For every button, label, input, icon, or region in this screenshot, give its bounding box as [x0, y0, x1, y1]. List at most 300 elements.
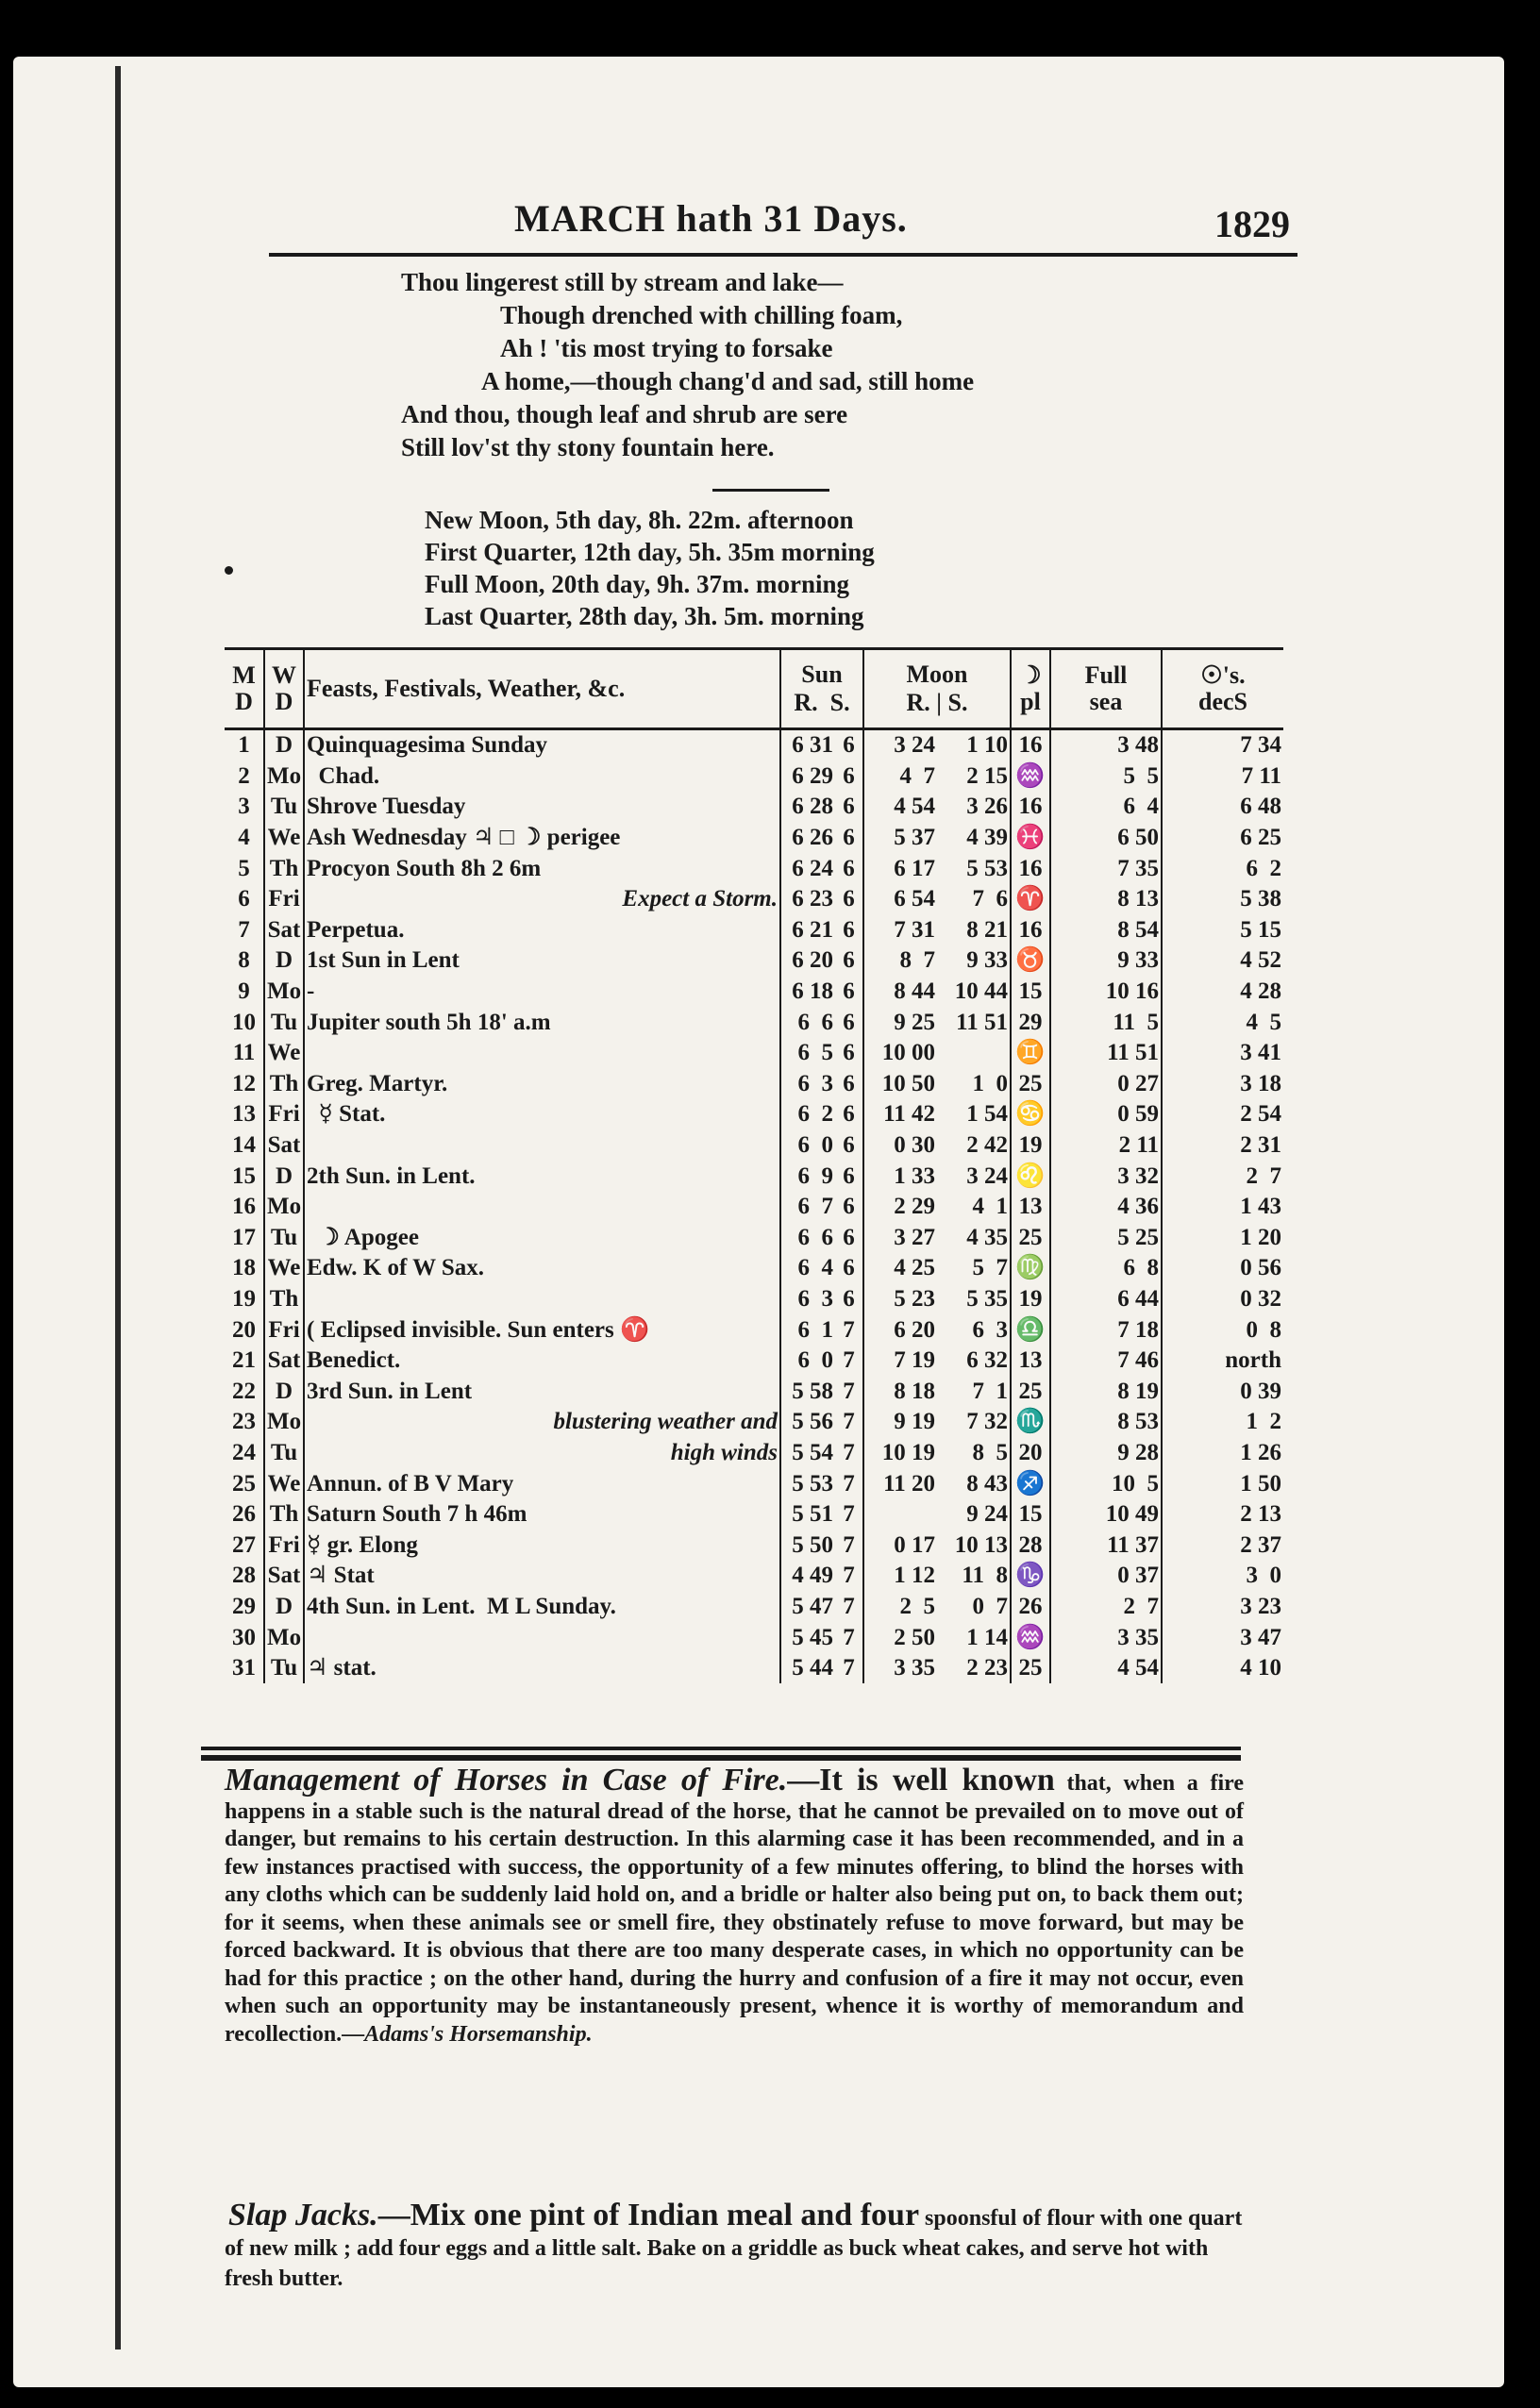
- cell-dec: 1 50: [1162, 1468, 1283, 1499]
- cell-mr: 10 19: [863, 1438, 937, 1469]
- page-year: 1829: [1214, 203, 1290, 245]
- cell-mr: 3 24: [863, 729, 937, 761]
- cell-event: [304, 1253, 780, 1284]
- cell-dpl: 15: [1011, 1499, 1050, 1530]
- cell-md: 29: [232, 1593, 256, 1619]
- cell-wd: D: [264, 729, 304, 761]
- cell-wd: Sat: [264, 1130, 304, 1162]
- cell-ms: 1 14: [966, 1624, 1008, 1650]
- cell-dpl: 20: [1011, 1438, 1050, 1469]
- cell-sr: 5 58: [780, 1376, 835, 1407]
- double-rule-top: [201, 1747, 1241, 1750]
- cell-dec: 2 54: [1162, 1099, 1283, 1130]
- cell-mr: 5 23: [863, 1284, 937, 1315]
- cell-dec: 3 18: [1162, 1069, 1283, 1100]
- cell-md: 2: [238, 762, 250, 789]
- cell-sr: 4 49: [780, 1561, 835, 1592]
- header-wd: [264, 649, 304, 729]
- cell-wd: Fri: [264, 884, 304, 915]
- cell-dec: 0 39: [1162, 1376, 1283, 1407]
- cell-dpl: ♐: [1011, 1468, 1050, 1499]
- header-sun-r: R.: [794, 689, 818, 716]
- cell-ms: 2 15: [966, 762, 1008, 789]
- event-text: Edw. K of W Sax.: [307, 1255, 485, 1281]
- cell-sr: 5 44: [780, 1653, 835, 1684]
- article-horses: [225, 1763, 1244, 2048]
- recipe-slap-jacks: [225, 2200, 1244, 2294]
- cell-mr: 10 00: [863, 1038, 937, 1069]
- recipe-title: Slap Jacks.: [228, 2198, 378, 2232]
- cell-mr: 4 25: [863, 1253, 937, 1284]
- cell-wd: Mo: [264, 1407, 304, 1438]
- table-row: [225, 1284, 1283, 1315]
- cell-mr: 2 5: [863, 1592, 937, 1623]
- cell-ms: 7 1: [972, 1378, 1008, 1404]
- event-text: Quinquagesima Sunday: [307, 732, 547, 759]
- cell-event: [304, 1007, 780, 1038]
- table-row: [225, 729, 1283, 761]
- cell-ss: 7: [843, 1501, 855, 1528]
- cell-md: 10: [232, 1009, 256, 1035]
- cell-wd: Sat: [264, 915, 304, 946]
- cell-md: 28: [232, 1563, 256, 1589]
- cell-dec: 0 8: [1162, 1314, 1283, 1346]
- table-row: [225, 1130, 1283, 1162]
- poem-line: And thou, though leaf and shrub are sere: [401, 400, 848, 428]
- cell-event: [304, 1561, 780, 1592]
- event-text: ♃ stat.: [307, 1655, 377, 1681]
- cell-fs: 5 25: [1050, 1223, 1162, 1254]
- cell-dpl: 16: [1011, 853, 1050, 884]
- divider: [712, 489, 829, 492]
- cell-sr: 6 3: [780, 1284, 835, 1315]
- cell-event: [304, 1223, 780, 1254]
- table-row: [225, 1592, 1283, 1623]
- header-moon-r: R.: [906, 689, 930, 716]
- cell-mr: 1 33: [863, 1161, 937, 1192]
- cell-dec: 6 48: [1162, 792, 1283, 823]
- cell-ss: 6: [843, 732, 855, 759]
- cell-sr: 6 1: [780, 1314, 835, 1346]
- cell-mr: 7 31: [863, 915, 937, 946]
- cell-ss: 6: [843, 1162, 855, 1189]
- cell-wd: We: [264, 823, 304, 854]
- cell-mr: 3 27: [863, 1223, 937, 1254]
- cell-ms: [937, 1038, 1011, 1069]
- cell-sr: 6 28: [780, 792, 835, 823]
- cell-sr: 6 0: [780, 1130, 835, 1162]
- cell-dec: 1 26: [1162, 1438, 1283, 1469]
- cell-dpl: ♒: [1011, 761, 1050, 793]
- weather-note: blustering weather and: [553, 1409, 778, 1435]
- table-row: [225, 1468, 1283, 1499]
- cell-ss: 7: [843, 1439, 855, 1465]
- cell-dpl: 25: [1011, 1069, 1050, 1100]
- cell-ss: 6: [843, 794, 855, 820]
- cell-dec: 7 11: [1162, 761, 1283, 793]
- cell-event: [304, 1038, 780, 1069]
- cell-sr: 6 24: [780, 853, 835, 884]
- cell-ms: 1 54: [966, 1101, 1008, 1128]
- header-sun-s: S.: [829, 689, 850, 716]
- cell-ms: 7 6: [972, 886, 1008, 912]
- event-text: Chad.: [307, 762, 380, 789]
- header-dec-text: ☉'s. decS: [1198, 661, 1247, 715]
- cell-ss: 6: [843, 825, 855, 851]
- cell-mr: [863, 1499, 937, 1530]
- table-row: [225, 792, 1283, 823]
- table-row: [225, 977, 1283, 1008]
- table-row: [225, 853, 1283, 884]
- cell-md: 14: [232, 1132, 256, 1159]
- event-text: Shrove Tuesday: [307, 794, 466, 820]
- cell-dpl: 16: [1011, 729, 1050, 761]
- almanac-table-body: [225, 729, 1283, 1684]
- cell-mr: 8 18: [863, 1376, 937, 1407]
- cell-mr: 6 20: [863, 1314, 937, 1346]
- cell-event: [304, 1161, 780, 1192]
- weather-note: Expect a Storm.: [622, 886, 778, 912]
- cell-dpl: ♍: [1011, 1253, 1050, 1284]
- table-row: [225, 1653, 1283, 1684]
- cell-md: 8: [238, 947, 250, 974]
- cell-dpl: 16: [1011, 915, 1050, 946]
- cell-mr: 0 30: [863, 1130, 937, 1162]
- cell-ss: 6: [843, 1040, 855, 1066]
- cell-wd: Mo: [264, 761, 304, 793]
- cell-sr: 6 6: [780, 1223, 835, 1254]
- table-row: [225, 1192, 1283, 1223]
- cell-event: [304, 823, 780, 854]
- article-source: Adams's Horsemanship.: [364, 2021, 593, 2047]
- cell-fs: 6 4: [1050, 792, 1162, 823]
- cell-dpl: 13: [1011, 1192, 1050, 1223]
- page-header: [269, 189, 1297, 257]
- cell-ss: 6: [843, 1101, 855, 1128]
- cell-dpl: 28: [1011, 1530, 1050, 1561]
- recipe-body: spoonsful of flour with one quart of new milk ; add four eggs and a little salt. Bake on a griddle as buck wheat cakes, and serve hot with fresh butter.: [225, 2206, 1243, 2291]
- event-text: Saturn South 7 h 46m: [307, 1501, 527, 1528]
- event-text: Benedict.: [307, 1347, 401, 1374]
- cell-sr: 5 50: [780, 1530, 835, 1561]
- cell-md: 12: [232, 1070, 256, 1096]
- cell-mr: 8 44: [863, 977, 937, 1008]
- cell-mr: 4 54: [863, 792, 937, 823]
- cell-md: 3: [238, 794, 250, 820]
- cell-mr: 2 29: [863, 1192, 937, 1223]
- cell-md: 17: [232, 1224, 256, 1250]
- cell-ss: 6: [843, 916, 855, 943]
- cell-mr: 7 19: [863, 1346, 937, 1377]
- cell-sr: 6 20: [780, 945, 835, 977]
- cell-dec: 3 47: [1162, 1622, 1283, 1653]
- cell-wd: Tu: [264, 1438, 304, 1469]
- double-rule-bottom: [201, 1755, 1241, 1761]
- cell-event: [304, 1130, 780, 1162]
- cell-dpl: ♑: [1011, 1561, 1050, 1592]
- cell-sr: 6 2: [780, 1099, 835, 1130]
- cell-sr: 6 7: [780, 1192, 835, 1223]
- cell-ms: 6 32: [966, 1347, 1008, 1374]
- moon-phase: Full Moon, 20th day, 9h. 37m. morning: [425, 570, 850, 598]
- cell-dec: 2 31: [1162, 1130, 1283, 1162]
- header-moon-label: Moon: [906, 661, 968, 688]
- cell-wd: D: [264, 1592, 304, 1623]
- table-row: [225, 761, 1283, 793]
- cell-wd: Mo: [264, 1192, 304, 1223]
- poem-line: Thou lingerest still by stream and lake—: [401, 268, 844, 296]
- cell-dpl: ♉: [1011, 945, 1050, 977]
- cell-ss: 7: [843, 1593, 855, 1619]
- cell-event: [304, 1530, 780, 1561]
- cell-wd: Sat: [264, 1561, 304, 1592]
- cell-sr: 6 5: [780, 1038, 835, 1069]
- cell-event: [304, 1468, 780, 1499]
- cell-md: 27: [232, 1531, 256, 1558]
- cell-event: [304, 1592, 780, 1623]
- cell-sr: 6 18: [780, 977, 835, 1008]
- cell-dec: 1 20: [1162, 1223, 1283, 1254]
- cell-wd: Th: [264, 853, 304, 884]
- cell-ms: 11 8: [962, 1563, 1008, 1589]
- cell-ss: 6: [843, 947, 855, 974]
- event-text: ( Eclipsed invisible. Sun enters ♈: [307, 1316, 650, 1343]
- cell-md: 18: [232, 1255, 256, 1281]
- event-text: Annun. of B V Mary: [307, 1470, 514, 1497]
- cell-ss: 7: [843, 1316, 855, 1343]
- header-moon-s: S.: [947, 689, 968, 716]
- cell-event: [304, 1192, 780, 1223]
- cell-wd: Sat: [264, 1346, 304, 1377]
- cell-ms: 2 42: [966, 1132, 1008, 1159]
- cell-dec: 1 43: [1162, 1192, 1283, 1223]
- cell-ss: 6: [843, 978, 855, 1005]
- cell-event: [304, 729, 780, 761]
- cell-dpl: ♊: [1011, 1038, 1050, 1069]
- cell-fs: 6 8: [1050, 1253, 1162, 1284]
- cell-mr: 0 17: [863, 1530, 937, 1561]
- cell-mr: 1 12: [863, 1561, 937, 1592]
- cell-wd: Th: [264, 1069, 304, 1100]
- cell-ss: 7: [843, 1378, 855, 1404]
- event-text: Jupiter south 5h 18' a.m: [307, 1009, 551, 1035]
- cell-dec: 4 28: [1162, 977, 1283, 1008]
- cell-fs: 9 33: [1050, 945, 1162, 977]
- cell-event: [304, 1314, 780, 1346]
- cell-sr: 5 53: [780, 1468, 835, 1499]
- cell-ms: 8 43: [966, 1470, 1008, 1497]
- cell-md: 21: [232, 1347, 256, 1374]
- cell-sr: 6 29: [780, 761, 835, 793]
- page-spine-line: [115, 66, 121, 2349]
- cell-ss: 6: [843, 886, 855, 912]
- cell-ms: 4 35: [966, 1224, 1008, 1250]
- event-text: ☽ Apogee: [307, 1224, 419, 1250]
- header-moon: [863, 649, 1011, 729]
- cell-fs: 2 11: [1050, 1130, 1162, 1162]
- cell-ms: 2 23: [966, 1655, 1008, 1681]
- header-wd-text: W D: [272, 661, 296, 715]
- cell-md: 26: [232, 1501, 256, 1528]
- poem-line: Though drenched with chilling foam,: [500, 301, 903, 329]
- cell-dpl: ♒: [1011, 1622, 1050, 1653]
- cell-dpl: ♈: [1011, 884, 1050, 915]
- cell-ms: 5 53: [966, 855, 1008, 881]
- cell-fs: 8 54: [1050, 915, 1162, 946]
- cell-dpl: ♋: [1011, 1099, 1050, 1130]
- cell-ss: 6: [843, 1285, 855, 1312]
- cell-sr: 5 45: [780, 1622, 835, 1653]
- event-text: 4th Sun. in Lent. M L Sunday.: [307, 1593, 616, 1619]
- cell-event: [304, 853, 780, 884]
- header-md: [225, 649, 264, 729]
- cell-wd: We: [264, 1253, 304, 1284]
- poem-line: A home,—though chang'd and sad, still home: [481, 367, 975, 395]
- cell-event: [304, 1622, 780, 1653]
- header-full-sea: [1050, 649, 1162, 729]
- cell-fs: 7 18: [1050, 1314, 1162, 1346]
- table-row: [225, 1438, 1283, 1469]
- table-row: [225, 1099, 1283, 1130]
- cell-wd: Fri: [264, 1314, 304, 1346]
- cell-ss: 7: [843, 1409, 855, 1435]
- cell-ms: 9 24: [966, 1501, 1008, 1528]
- article-lead: —It is well known: [787, 1763, 1055, 1798]
- cell-wd: D: [264, 945, 304, 977]
- cell-ms: 8 21: [966, 916, 1008, 943]
- cell-event: [304, 977, 780, 1008]
- cell-ms: 11 51: [956, 1009, 1008, 1035]
- cell-event: [304, 1376, 780, 1407]
- table-row: [225, 915, 1283, 946]
- cell-md: 11: [232, 1040, 256, 1066]
- cell-md: 15: [232, 1162, 256, 1189]
- cell-fs: 4 36: [1050, 1192, 1162, 1223]
- cell-dec: 2 7: [1162, 1161, 1283, 1192]
- cell-md: 20: [232, 1316, 256, 1343]
- event-text: 3rd Sun. in Lent: [307, 1378, 473, 1404]
- cell-mr: 3 35: [863, 1653, 937, 1684]
- poem: [401, 266, 1156, 464]
- cell-ms: 1 10: [966, 732, 1008, 759]
- cell-md: 9: [238, 978, 250, 1005]
- cell-event: [304, 884, 780, 915]
- event-text: Greg. Martyr.: [307, 1070, 448, 1096]
- cell-fs: 2 7: [1050, 1592, 1162, 1623]
- cell-dpl: ♌: [1011, 1161, 1050, 1192]
- cell-dpl: 26: [1011, 1592, 1050, 1623]
- cell-event: [304, 1499, 780, 1530]
- cell-fs: 4 54: [1050, 1653, 1162, 1684]
- cell-sr: 6 26: [780, 823, 835, 854]
- cell-md: 16: [232, 1194, 256, 1220]
- cell-fs: 6 50: [1050, 823, 1162, 854]
- cell-sr: 6 0: [780, 1346, 835, 1377]
- cell-ms: 10 44: [954, 978, 1008, 1005]
- cell-event: [304, 1099, 780, 1130]
- cell-fs: 10 49: [1050, 1499, 1162, 1530]
- cell-ms: 5 35: [966, 1285, 1008, 1312]
- cell-ms: 1 0: [972, 1070, 1008, 1096]
- cell-dec: 0 32: [1162, 1284, 1283, 1315]
- cell-md: 30: [232, 1624, 256, 1650]
- cell-fs: 9 28: [1050, 1438, 1162, 1469]
- event-text: Perpetua.: [307, 916, 405, 943]
- cell-sr: 6 6: [780, 1007, 835, 1038]
- cell-event: [304, 1346, 780, 1377]
- cell-event: [304, 761, 780, 793]
- header-sun: [780, 649, 863, 729]
- table-row: [225, 823, 1283, 854]
- cell-ss: 6: [843, 1224, 855, 1250]
- table-row: [225, 1253, 1283, 1284]
- cell-fs: 11 37: [1050, 1530, 1162, 1561]
- table-row: [225, 1161, 1283, 1192]
- cell-dec: 3 41: [1162, 1038, 1283, 1069]
- cell-fs: 3 48: [1050, 729, 1162, 761]
- cell-wd: Tu: [264, 1653, 304, 1684]
- cell-ms: 9 33: [966, 947, 1008, 974]
- table-row: [225, 1561, 1283, 1592]
- cell-dec: 7 34: [1162, 729, 1283, 761]
- cell-ss: 7: [843, 1655, 855, 1681]
- cell-ss: 7: [843, 1531, 855, 1558]
- event-text: 2th Sun. in Lent.: [307, 1162, 476, 1189]
- cell-md: 22: [232, 1378, 256, 1404]
- cell-fs: 10 5: [1050, 1468, 1162, 1499]
- table-row: [225, 1346, 1283, 1377]
- event-text: Ash Wednesday ♃ □ ☽ perigee: [307, 825, 621, 851]
- cell-event: [304, 1407, 780, 1438]
- cell-fs: 8 19: [1050, 1376, 1162, 1407]
- moon-phase: Last Quarter, 28th day, 3h. 5m. morning: [425, 602, 864, 630]
- cell-ss: 6: [843, 1255, 855, 1281]
- event-text: 1st Sun in Lent: [307, 947, 460, 974]
- article-title: Management of Horses in Case of Fire.: [225, 1763, 788, 1798]
- moon-phase: First Quarter, 12th day, 5h. 35m morning: [425, 538, 875, 566]
- cell-ss: 6: [843, 1070, 855, 1096]
- cell-fs: 3 32: [1050, 1161, 1162, 1192]
- cell-fs: 3 35: [1050, 1622, 1162, 1653]
- header-dpl-text: ☽ pl: [1019, 661, 1042, 715]
- cell-dec: 5 15: [1162, 915, 1283, 946]
- cell-dpl: ♎: [1011, 1314, 1050, 1346]
- event-text: ☿ gr. Elong: [307, 1531, 418, 1558]
- table-row: [225, 1007, 1283, 1038]
- cell-fs: 0 59: [1050, 1099, 1162, 1130]
- cell-dec: 0 56: [1162, 1253, 1283, 1284]
- cell-sr: 6 3: [780, 1069, 835, 1100]
- cell-dec: 4 10: [1162, 1653, 1283, 1684]
- cell-sr: 6 4: [780, 1253, 835, 1284]
- cell-dec: 3 23: [1162, 1592, 1283, 1623]
- cell-ss: 7: [843, 1624, 855, 1650]
- cell-fs: 0 27: [1050, 1069, 1162, 1100]
- cell-wd: Fri: [264, 1099, 304, 1130]
- moon-phases: [425, 504, 875, 632]
- cell-dec: 3 0: [1162, 1561, 1283, 1592]
- table-row: [225, 1314, 1283, 1346]
- cell-md: 1: [238, 732, 250, 759]
- cell-wd: We: [264, 1038, 304, 1069]
- cell-mr: 6 54: [863, 884, 937, 915]
- cell-ms: 3 26: [966, 794, 1008, 820]
- event-text: ♃ Stat: [307, 1563, 375, 1589]
- cell-ms: 5 7: [972, 1255, 1008, 1281]
- cell-mr: 10 50: [863, 1069, 937, 1100]
- recipe-lead: —Mix one pint of Indian meal and four: [377, 2198, 920, 2232]
- cell-dpl: 25: [1011, 1653, 1050, 1684]
